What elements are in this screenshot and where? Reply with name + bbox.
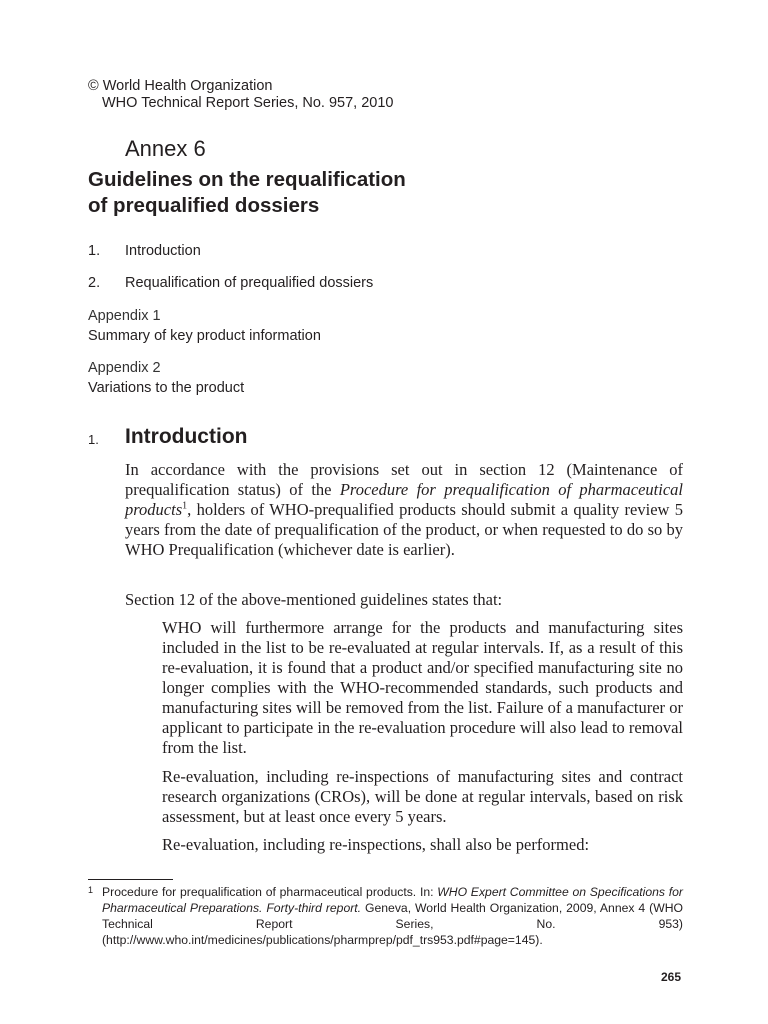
footnote-reference: 1 (182, 500, 188, 512)
footnote-text-b: Geneva, World Health Organization, 2009, Annex 4 (WHO Technical Report Series, No. 953) (http://www.who.int/medicines/publications/pharmprep/pdf_trs953.pdf#page=145). (102, 901, 683, 947)
procedure-title: Procedure for prequalification of pharmaceutical products (125, 480, 683, 519)
toc-label: Requalification of prequalified dossiers (125, 275, 374, 291)
toc-item-introduction (88, 243, 201, 259)
annex-title-line1: Guidelines on the requalification (88, 168, 406, 191)
section-title: Introduction (125, 425, 248, 448)
footnote (88, 884, 683, 948)
toc-item-requalification (88, 275, 373, 291)
footnote-text (102, 884, 683, 948)
series-line: WHO Technical Report Series, No. 957, 2010 (102, 95, 394, 111)
annex-title-line2: of prequalified dossiers (88, 194, 320, 217)
annex-title (88, 167, 406, 219)
annex-label: Annex 6 (125, 136, 206, 161)
quote-paragraph-1: WHO will furthermore arrange for the products and manufacturing sites included in the list to be re-evaluated at regular intervals. If, as a result of this re-evaluation, it is found that a product and/or specified manufacturing site no longer complies with the WHO-recommended standards, such products and manufacturing sites will be removed from the list. Failure of a manufacturer or applicant to participate in the re-evaluation procedure will also lead to removal from the list. (162, 618, 683, 757)
quote-paragraph-3: Re-evaluation, including re-inspections, shall also be performed: (162, 835, 590, 854)
appendix-title: Variations to the product (88, 380, 245, 396)
quote-paragraph-2: Re-evaluation, including re-inspections of manufacturing sites and contract research organizations (CROs), will be done at regular intervals, based on risk assessment, but at least once every 5 years. (162, 767, 683, 826)
appendix-2 (88, 358, 244, 398)
appendix-label: Appendix 1 (88, 308, 161, 324)
section-12-paragraph: Section 12 of the above-mentioned guidelines states that: (125, 590, 503, 609)
toc-label: Introduction (125, 243, 201, 259)
section-number: 1. (88, 432, 99, 447)
footnote-mark: 1 (88, 885, 94, 895)
appendix-label: Appendix 2 (88, 360, 161, 376)
toc-number: 1. (88, 243, 101, 259)
appendix-1 (88, 306, 321, 346)
page-header (88, 78, 394, 112)
footnote-italic: WHO Expert Committee on Specifications for Pharmaceutical Preparations. Forty-third report. (102, 885, 683, 915)
page-number: 265 (660, 970, 681, 984)
intro-text-b: , holders of WHO-prequalified products should submit a quality review 5 years from the date of prequalification of the product, or when requested to do so by WHO Prequalification (whichever date is earlier). (125, 500, 683, 559)
footnote-divider (88, 879, 173, 880)
toc-number: 2. (88, 275, 101, 291)
appendix-title: Summary of key product information (88, 328, 321, 344)
copyright-line: © World Health Organization (88, 78, 273, 94)
intro-paragraph (125, 460, 683, 560)
footnote-text-a: Procedure for prequalification of pharmaceutical products. In: (102, 885, 438, 899)
intro-text-a: In accordance with the provisions set out in section 12 (Maintenance of prequalification status) of the (125, 460, 683, 499)
